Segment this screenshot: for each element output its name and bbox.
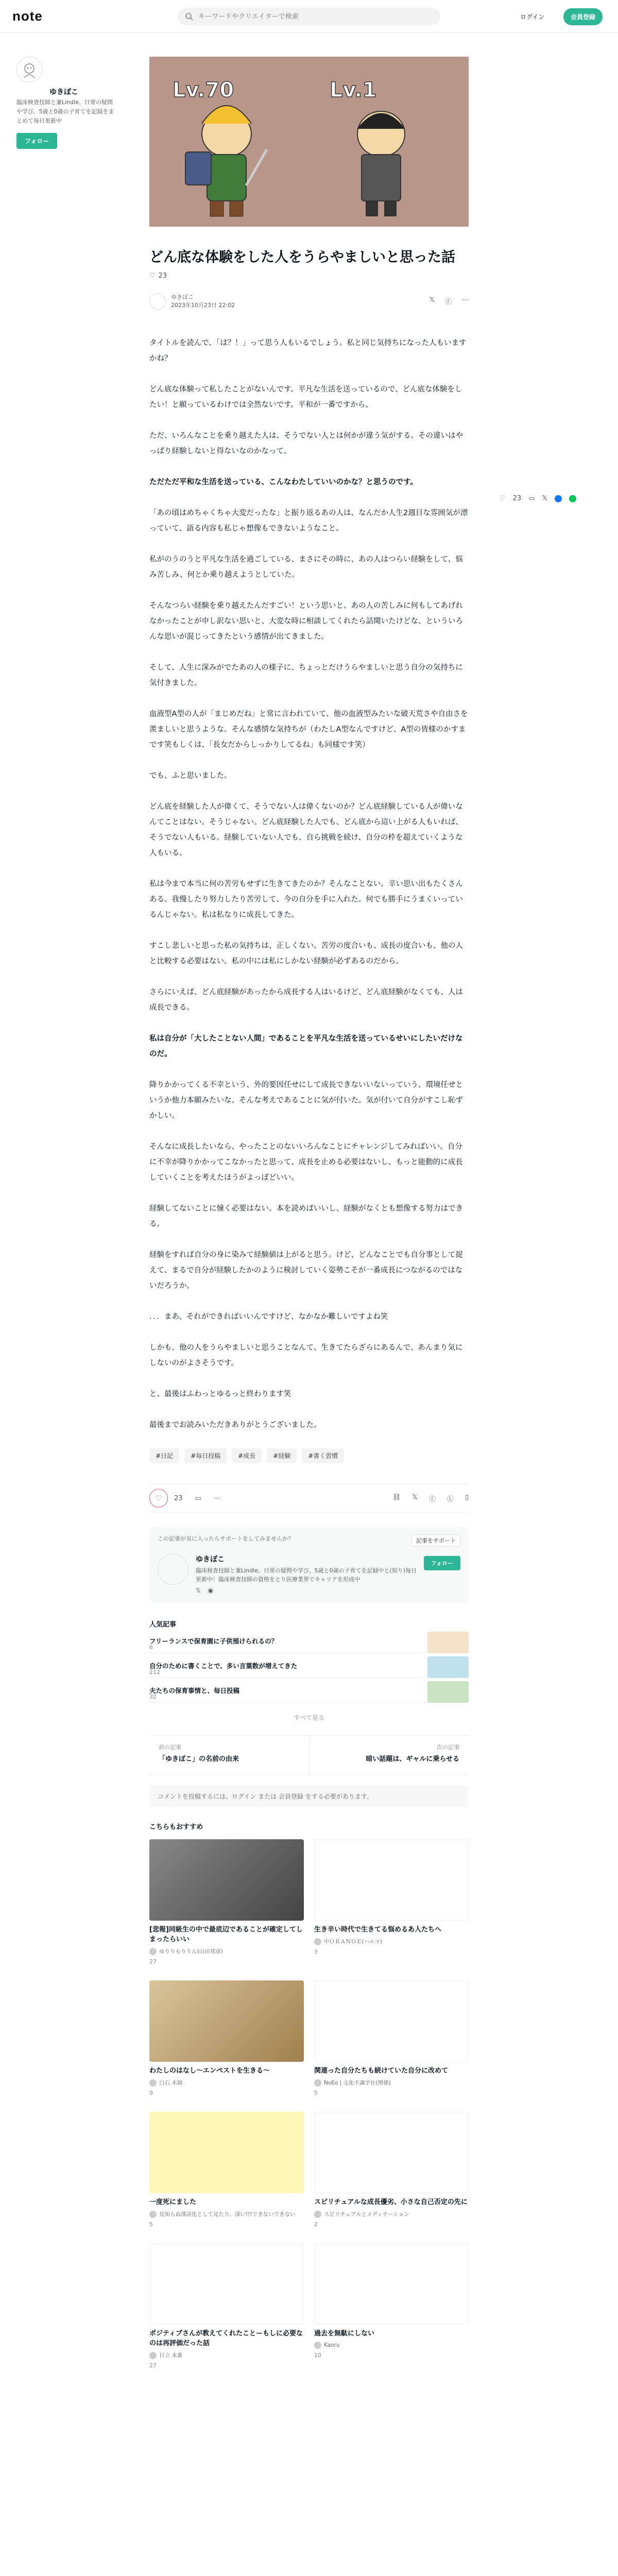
paragraph: と、最後はふわっとゆるっと終わります笑: [149, 1390, 291, 1398]
author-text: 目立 本番: [159, 2352, 183, 2359]
author-bio: 臨床検査技師と兼Lindle。日常の疑問や学び、5歳と0歳の子育てを記録をまとめて毎日更新中: [16, 99, 114, 124]
paragraph: 最後までお読みいただきありがとうございました。: [149, 1421, 321, 1429]
article-main: [149, 57, 469, 2369]
recommend-thumb[interactable]: [149, 2243, 304, 2325]
share-icons: [392, 1494, 469, 1503]
recommend-card-likes: 2: [314, 2221, 318, 2228]
paragraph: すこし悲しいと思った私の気持ちは、正しくない。苦労の度合いも、成長の度合いも、他の人と比較する必要はない。私の中には私にしかない経験が必ずあるのだから。: [149, 942, 463, 965]
tag[interactable]: #日記: [149, 1448, 179, 1463]
recommend-card[interactable]: [314, 2243, 469, 2369]
recommend-thumb[interactable]: [314, 2243, 469, 2325]
popular-item-title[interactable]: フリーランスで保育園に子供預けられるの？: [149, 1637, 278, 1645]
heart-outline-icon[interactable]: ♡: [149, 272, 156, 280]
paragraph: タイトルを読んで、「は？！」って思う人もいるでしょう。私と同じ気持ちになった人もいますかね？: [149, 339, 467, 363]
author-avatar: [149, 2352, 157, 2359]
more-icon[interactable]: ⋯: [462, 296, 469, 304]
author-text: 中ＯＲＡＮＧＥ(ハルマ): [324, 1939, 383, 1945]
meta-share: [430, 296, 469, 306]
author-avatar: [149, 2211, 157, 2218]
popular-item-likes: 212: [149, 1669, 160, 1675]
meta-date: 2023年10月23日 22:02: [171, 302, 235, 309]
support-button[interactable]: 記事をサポート: [411, 1534, 460, 1547]
login-button[interactable]: ログイン: [520, 13, 545, 21]
recommend-card-likes: 5: [314, 2090, 318, 2096]
next-title[interactable]: 暗い話題は、ギャルに乗らせる: [366, 1755, 459, 1763]
facebook-icon[interactable]: [555, 495, 562, 502]
prev-label: 前の記事: [159, 1744, 181, 1751]
recommend-card-title[interactable]: ポジティブさんが教えてくれたことーもしに必要なのは再評価だった話: [149, 2330, 303, 2347]
popular-title: 人気記事: [149, 1621, 177, 1629]
tag[interactable]: #毎日投稿: [184, 1448, 227, 1463]
comment-icon[interactable]: ▭: [528, 495, 535, 502]
paragraph: ただただ平和な生活を送っている、こんなわたしていいのかな？と思うのです。: [149, 478, 418, 486]
paragraph: 経験してないことに憧く必要はない。本を読めばいいし、経験がなくとも想像する努力はできる。: [149, 1205, 463, 1228]
next-article[interactable]: [309, 1736, 469, 1775]
paragraph: 私がのうのうと平凡な生活を過ごしている、まさにその時に、あの人はつらい経験をして、悩み苦しみ、何とか乗り越えようとしていた。: [149, 555, 463, 579]
recommend-card-author: [314, 1938, 469, 1945]
see-all-link[interactable]: すべて見る: [294, 1714, 324, 1721]
action-like-count: 23: [174, 1494, 183, 1502]
facebook-icon[interactable]: ⓕ: [444, 298, 452, 306]
avatar[interactable]: [16, 57, 42, 82]
hero-image: [149, 57, 469, 227]
float-like-count: 23: [512, 495, 522, 502]
recommend-card-likes: 27: [149, 1958, 157, 1965]
author-avatar: [314, 2211, 321, 2218]
popular-thumb[interactable]: [427, 1656, 469, 1678]
recommend-card-author: [314, 2079, 469, 2087]
recommend-card-author: [314, 2342, 469, 2349]
support-box: [149, 1527, 469, 1603]
recommend-thumb[interactable]: [314, 1839, 469, 1921]
author-text: 見知らぬ漢詩化として見たり、深い!!!できないできない: [159, 2211, 296, 2217]
author-text: Kaoru: [324, 2342, 340, 2348]
tag[interactable]: #書く習慣: [302, 1448, 344, 1463]
author-avatar: [314, 1938, 321, 1945]
title-like-count: 23: [158, 272, 167, 280]
recommend-card-likes: 27: [149, 2362, 157, 2369]
avatar-illustration: [20, 60, 39, 79]
popular-item[interactable]: [149, 1653, 469, 1678]
prev-title[interactable]: 「ゆきぽこ」の名前の由来: [159, 1755, 239, 1763]
paragraph: 私は自分が「大したことない人間」であることを平凡な生活を送っているせいにしたいだけなのだ。: [149, 1035, 463, 1058]
heart-icon: ♡: [155, 1494, 162, 1503]
article-body: [149, 335, 469, 1433]
more-icon[interactable]: ⋯: [213, 1494, 220, 1502]
paragraph: 経験をすれば自分の身に染みて経験値は上がると思う。けど、どんなことでも自分事として捉えて、まるで自分が経験したかのように検討していく姿勢こそが一番成長につながるのではないだろうか。: [149, 1251, 463, 1290]
recommend-card[interactable]: [149, 1839, 304, 1965]
recommend-card-author: [149, 2079, 304, 2087]
comment-note: コメントを投稿するには、ログイン または 会員登録 をする必要があります。: [149, 1786, 469, 1807]
x-icon[interactable]: 𝕏: [542, 495, 547, 502]
x-icon[interactable]: 𝕏: [412, 1494, 418, 1501]
recommend-card-likes: 10: [314, 2352, 321, 2359]
search-input[interactable]: [198, 13, 425, 21]
floating-action-bar: [500, 495, 576, 502]
popular-item-likes: 32: [149, 1693, 157, 1700]
link-icon[interactable]: ⛓: [392, 1494, 401, 1501]
rss-icon[interactable]: ◉: [208, 1587, 214, 1594]
meta-text: [171, 293, 235, 310]
support-prompt: この記事が気に入ったらサポートをしてみませんか？: [158, 1535, 294, 1542]
note-logo[interactable]: note: [12, 8, 43, 24]
action-bar: [149, 1484, 469, 1513]
recommend-card[interactable]: [314, 1839, 469, 1965]
recommend-card[interactable]: [314, 1980, 469, 2096]
recommend-thumb[interactable]: [149, 2112, 304, 2193]
paragraph: 血液型A型の人が「まじめだね」と常に言われていて、他の血液型みたいな破天荒さや自由さを羨ましいと思うような。そんな感情な気持ちが（わたしA型なんですけど、A型の皆様のかすまです笑もしくは、「長女だからしっかりしてるね」も同様です笑）: [149, 710, 468, 749]
creator-info: [196, 1554, 422, 1594]
prev-article[interactable]: [149, 1736, 309, 1775]
creator-bio: 臨床検査技師と兼Lindle。日常の疑問や学び、5歳と0歳の子育てを記録中と(知り)毎日更新中！臨床検査技師の資格をとり医療業界でキャリアを形成中: [196, 1567, 417, 1583]
site-header: [0, 0, 618, 33]
popular-thumb[interactable]: [427, 1681, 469, 1703]
popular-item-title[interactable]: 自分のために書くことで、多い言葉数が増えてきた: [149, 1662, 298, 1670]
next-label: 次の記事: [437, 1744, 459, 1751]
recommend-card[interactable]: [149, 2112, 304, 2228]
x-icon[interactable]: 𝕏: [196, 1587, 201, 1594]
line-icon[interactable]: Ⓛ: [447, 1496, 454, 1503]
popular-item[interactable]: [149, 1678, 469, 1703]
recommend-card-likes: 9: [149, 2090, 153, 2096]
paragraph: どん底を経験した人が偉くて、そうでない人は偉くないのか？どん底経験している人が偉いなんてことはない。そうじゃない。どん底経験した人でも、どん底から這い上がる人もいれば、そうでない人もいる。経験していない人でも、自ら挑戦を続け、自分の枠を超えていくような人もいる。: [149, 803, 463, 857]
popular-section: [149, 1619, 469, 1722]
comment-icon[interactable]: ▭: [195, 1494, 201, 1502]
creator-follow-button[interactable]: フォロー: [424, 1556, 460, 1570]
author-avatar: [314, 2342, 321, 2349]
recommend-card[interactable]: [149, 2243, 304, 2369]
paragraph: そんなに成長したいなら、やったことのないいろんなことにチャレンジしてみればいい。自分に不幸が降りかかってこなかったと思って、成長を止める必要はないし、もっと能動的に成長していくことを考えたほうがよっぽどいい。: [149, 1143, 463, 1182]
author-avatar: [149, 2079, 157, 2087]
popular-item-likes: 6: [149, 1644, 153, 1651]
recommend-card-likes: 3: [314, 1948, 318, 1955]
paragraph: そんなつらい経験を乗り越えたんだすごい！という思いと、あの人の苦しみに何もしてあげれなかったことが申し訳ない思いと、大変な時に相談してくれたら話聞いたけどな、といういろんな思いが混じってきたという感情が出てきました。: [149, 602, 463, 641]
tag-list: [149, 1448, 469, 1463]
hero-illustration: [149, 57, 469, 227]
recommend-card-title[interactable]: 生き辛い時代で生きてる悩めるあ人たちへ: [314, 1926, 442, 1934]
paragraph: どん底な体験って私したことがないんです。平凡な生活を送っているので、どん底な体験をしたい！と願っているわけでは全然ないです。平和が一番ですから。: [149, 385, 462, 409]
bookmark-icon[interactable]: ▯: [465, 1494, 469, 1501]
paragraph: ただ、いろんなことを乗り越えた人は、そうでない人とは何かが違う気がする。その違いはやっぱり経験しないと得ないなのかなって。: [149, 432, 463, 455]
author-text: ゆりりらりりん(山田邦彦): [159, 1948, 223, 1955]
paragraph: でも、ふと思いました。: [149, 772, 232, 780]
like-button[interactable]: [149, 1489, 168, 1507]
tag[interactable]: #経験: [267, 1448, 297, 1463]
meta-author[interactable]: ゆきぽこ: [171, 294, 194, 300]
article-meta: [149, 291, 469, 312]
svg-text:Lv.70: Lv.70: [173, 78, 234, 102]
recommend-thumb[interactable]: [149, 1839, 304, 1921]
recommend-title: こちらもおすすめ: [149, 1823, 203, 1831]
author-text: 白石 木綿: [159, 2080, 183, 2086]
author-name[interactable]: ゆきぽこ: [49, 88, 78, 96]
author-avatar: [149, 1948, 157, 1955]
recommend-card-title[interactable]: [悲報]同級生の中で最底辺であることが確定してしまったらいい: [149, 1926, 303, 1943]
paragraph: 私は今まで本当に何の苦労もせずに生きてきたのか？そんなことない。辛い思い出もたくさんある。我慢したり努力したり苦労して、今の自分を手に入れた。何でも勝手にうまくいっているんじゃない。私は私なりに成長してきた。: [149, 880, 463, 919]
search-icon: [185, 12, 193, 21]
svg-text:Lv.1: Lv.1: [330, 78, 377, 102]
recommend-thumb[interactable]: [149, 1980, 304, 2062]
popular-thumb[interactable]: [427, 1632, 469, 1653]
recommend-card-title[interactable]: スピリチュアルな成長優劣、小さな自己否定の先に: [314, 2198, 468, 2206]
author-text: スピリチュアルとメディテーション: [324, 2211, 409, 2217]
recommend-card-title[interactable]: 一度死にました: [149, 2198, 197, 2206]
heart-icon[interactable]: ♡: [500, 495, 506, 502]
support-top: [158, 1534, 460, 1547]
popular-item[interactable]: [149, 1629, 469, 1653]
recommend-card[interactable]: [314, 2112, 469, 2228]
line-icon[interactable]: [569, 495, 576, 502]
paragraph: しかも、他の人をうらやましいと思うことなんて、生きてたらざらにあるんで、あんまり気にしないのがよさそうです。: [149, 1344, 463, 1367]
recommend-card-author: [149, 2210, 304, 2218]
signup-button[interactable]: 会員登録: [563, 8, 603, 25]
follow-button[interactable]: フォロー: [16, 133, 57, 149]
search-box[interactable]: [178, 8, 440, 25]
recommend-thumb[interactable]: [314, 1980, 469, 2062]
paragraph: さらにいえば、どん底経験があったから成長する人はいるけど、どん底経験がなくても、人は成長できる。: [149, 988, 463, 1012]
meta-avatar[interactable]: [149, 293, 166, 310]
article-title: どん底な体験をした人をうらやましいと思った話: [149, 249, 455, 265]
title-likes: [149, 272, 469, 280]
popular-item-title[interactable]: 夫たちの保育事情と、毎日投稿: [149, 1686, 240, 1694]
recommend-card-author: [314, 2210, 469, 2218]
creator-name[interactable]: ゆきぽこ: [196, 1555, 225, 1564]
author-avatar: [314, 2079, 321, 2087]
tag[interactable]: #成長: [232, 1448, 262, 1463]
paragraph: そして、人生に深みがでたあの人の様子に、ちょっとだけうらやましいと思う自分の気持ちに気付きました。: [149, 664, 463, 687]
creator-card: [158, 1554, 460, 1594]
x-icon[interactable]: 𝕏: [429, 296, 435, 304]
paragraph: 「あの頃はめちゃくちゃ大変だったな」と振り返るあの人は、なんだか人生2週目な雰囲気が漂っていて、語る内容も私じゃ想像もできないようなこと。: [149, 509, 468, 533]
recommend-card-author: [149, 2351, 304, 2359]
paragraph: ．．．まあ、それができればいいんですけど、なかなか難しいですよね笑: [149, 1313, 388, 1321]
paragraph: 降りかかってくる不幸という、外的要因任せにして成長できないいないっていう、環境任せというか他力本願みたいな、そんな考えであることに気が付いた。気が付いて自分がすこし恥ずかしい。: [149, 1081, 463, 1120]
recommend-thumb[interactable]: [314, 2112, 469, 2193]
prev-next-nav: [149, 1735, 469, 1775]
creator-avatar[interactable]: [158, 1554, 188, 1585]
recommend-card-author: [149, 1947, 304, 1955]
side-profile: [16, 57, 114, 149]
author-text: NoEo | 文化不識字社(関係): [324, 2080, 391, 2086]
recommend-card[interactable]: [149, 1980, 304, 2096]
facebook-icon[interactable]: ⓕ: [428, 1496, 436, 1503]
recommend-card-title[interactable]: わたしのはなし〜エンペストを生きる〜: [149, 2067, 270, 2075]
recommend-card-likes: 5: [149, 2221, 153, 2228]
recommend-grid: [149, 1839, 469, 2369]
creator-social: [196, 1587, 422, 1594]
recommend-card-title[interactable]: 過去を無駄にしない: [314, 2330, 375, 2337]
recommend-card-title[interactable]: 関連った自分たちも続けていた自分に改めて: [314, 2067, 449, 2075]
